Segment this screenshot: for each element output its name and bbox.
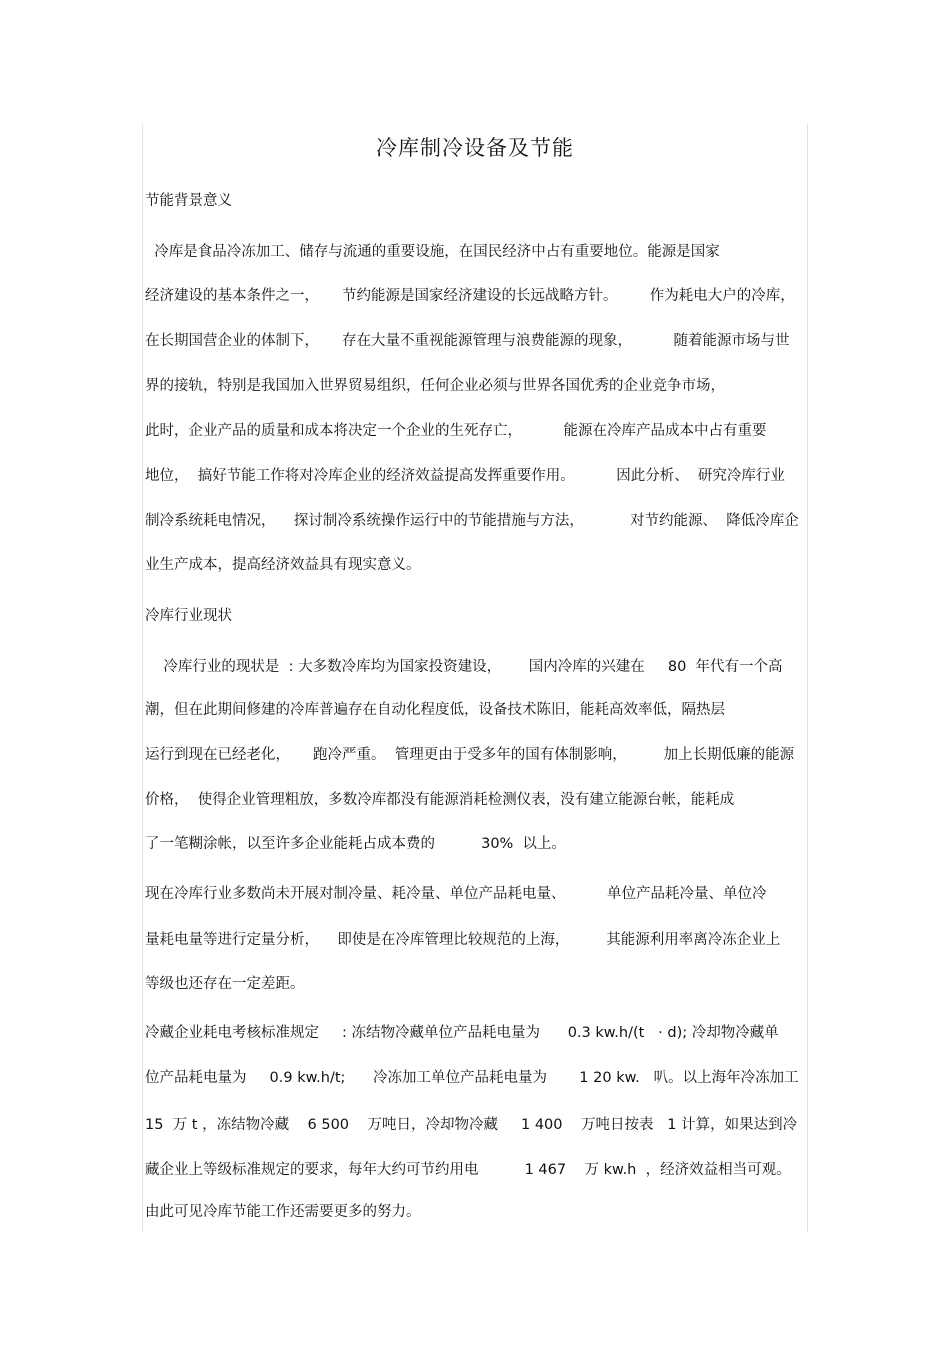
paragraph-line: 制冷系统耗电情况， 探讨制冷系统操作运行中的节能措施与方法， 对节约能源、 降低冷库企 (145, 513, 799, 529)
paragraph-line: 了一笔糊涂帐，以至许多企业能耗占成本费的 30% 以上。 (145, 836, 567, 852)
paragraph-line: 等级也还存在一定差距。 (145, 976, 305, 992)
paragraph-line: 此时，企业产品的质量和成本将决定一个企业的生死存亡， 能源在冷库产品成本中占有重要 (145, 423, 767, 439)
paragraph-line: 现在冷库行业多数尚未开展对制冷量、耗冷量、单位产品耗电量、 单位产品耗冷量、单位冷 (145, 886, 767, 902)
paragraph-line: 潮，但在此期间修建的冷库普遍存在自动化程度低，设备技术陈旧，能耗高效率低，隔热层 (145, 702, 725, 718)
paragraph-line: 冷库是食品冷冻加工、储存与流通的重要设施，在国民经济中占有重要地位。能源是国家 (145, 244, 720, 260)
paragraph-line: 经济建设的基本条件之一， 节约能源是国家经济建设的长远战略方针。 作为耗电大户的冷库， (145, 288, 795, 304)
paragraph-line: 冷库行业的现状是 : 大多数冷库均为国家投资建设， 国内冷库的兴建在 80 年代有一个高 (145, 659, 783, 675)
document-title: 冷库制冷设备及节能 (376, 136, 574, 160)
paragraph-line: 业生产成本，提高经济效益具有现实意义。 (145, 557, 421, 573)
paragraph-line: 15 万 t ，冻结物冷藏 6 500 万吨日，冷却物冷藏 1 400 万吨日按表 1 计算，如果达到冷 (145, 1117, 798, 1133)
paragraph-line: 运行到现在已经老化， 跑冷严重。 管理更由于受多年的国有体制影响， 加上长期低廉的能源 (145, 747, 795, 763)
paragraph-line: 地位， 搞好节能工作将对冷库企业的经济效益提高发挥重要作用。 因此分析、 研究冷库行业 (145, 468, 785, 484)
paragraph-line: 冷藏企业耗电考核标准规定 : 冻结物冷藏单位产品耗电量为 0.3 kw.h/(t · d); 冷却物冷藏单 (145, 1025, 779, 1041)
paragraph-line: 价格， 使得企业管理粗放，多数冷库都没有能源消耗检测仪表，没有建立能源台帐，能耗成 (145, 792, 735, 808)
paragraph-line: 在长期国营企业的体制下， 存在大量不重视能源管理与浪费能源的现象， 随着能源市场与世 (145, 333, 790, 349)
paragraph-line: 量耗电量等进行定量分析， 即使是在冷库管理比较规范的上海， 其能源利用率离冷冻企业上 (145, 932, 781, 948)
section-heading-status: 冷库行业现状 (145, 608, 232, 624)
paragraph-line: 藏企业上等级标准规定的要求，每年大约可节约用电 1 467 万 kw.h ，经济效益相当可观。 (145, 1162, 791, 1178)
section-heading-background: 节能背景意义 (145, 193, 232, 209)
paragraph-line: 界的接轨，特别是我国加入世界贸易组织，任何企业必须与世界各国优秀的企业竞争市场， (145, 378, 725, 394)
paragraph-line: 由此可见冷库节能工作还需要更多的努力。 (145, 1204, 421, 1220)
paragraph-line: 位产品耗电量为 0.9 kw.h/t; 冷冻加工单位产品耗电量为 1 20 kw. 叭。以上海年冷冻加工 (145, 1070, 799, 1086)
